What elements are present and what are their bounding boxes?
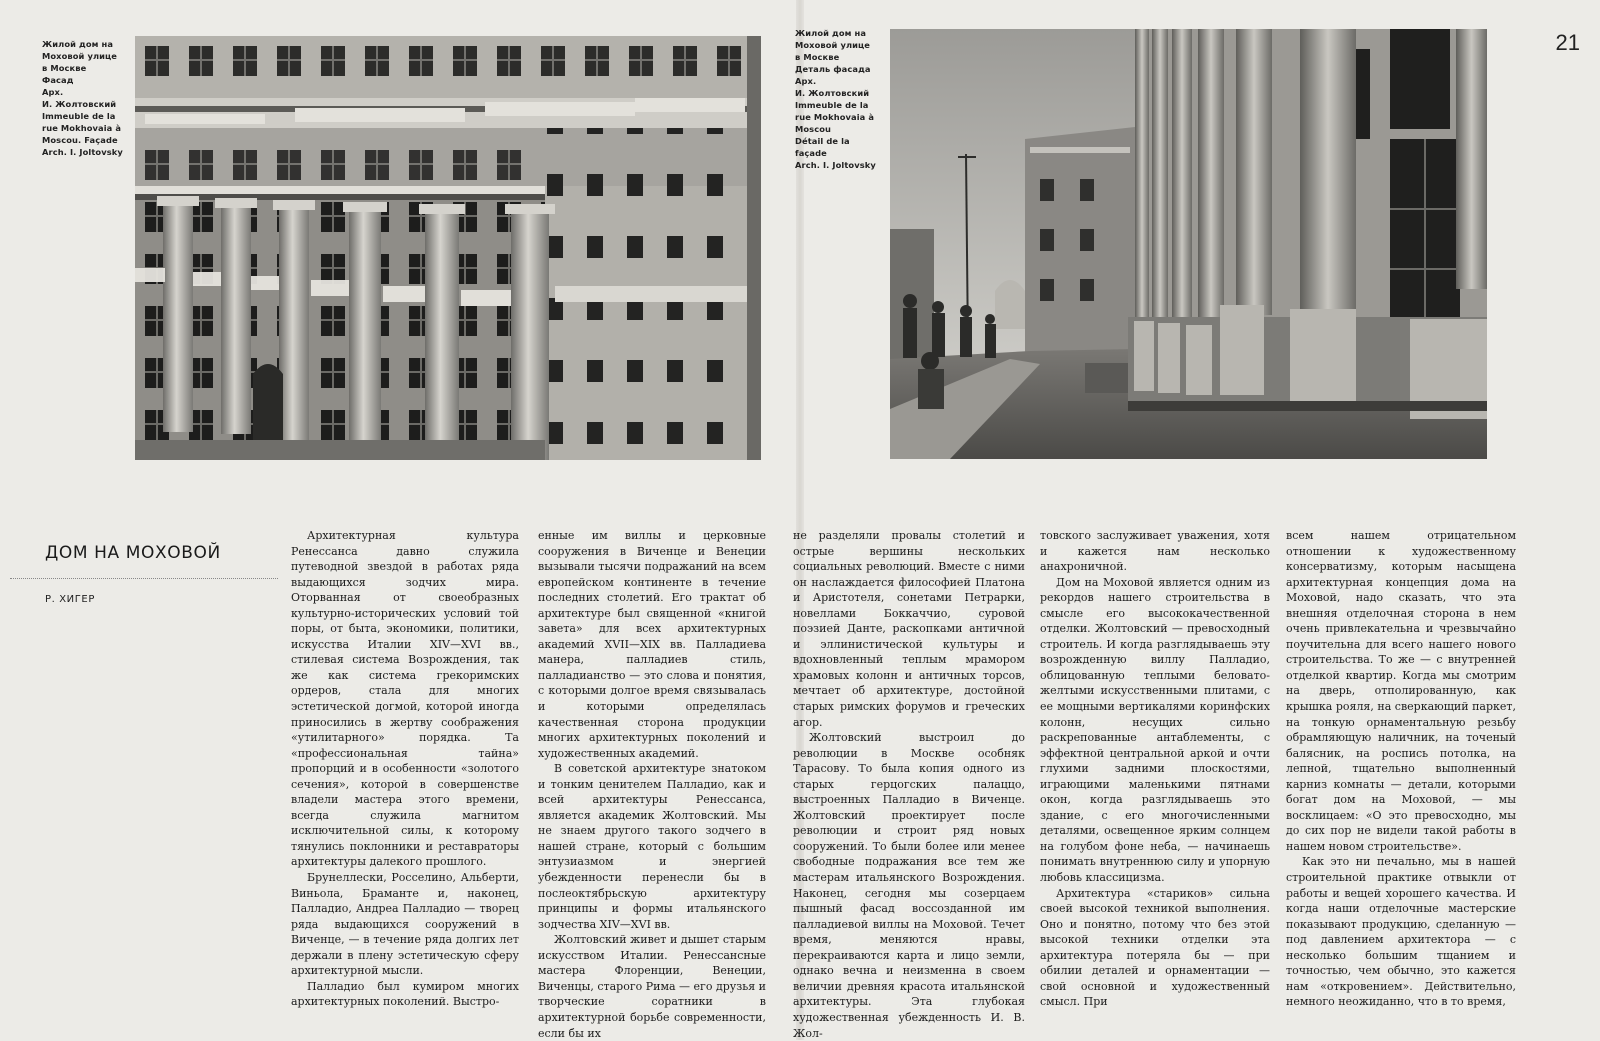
paragraph: товского заслуживает уважения, хотя и кажется нам несколько анахроничной.: [1040, 529, 1270, 574]
paragraph: Палладио был кумиром многих архитектурных поколений. Выстро-: [291, 979, 519, 1009]
title-divider: [10, 578, 278, 579]
text-column-3: [793, 528, 1025, 1041]
building-facade-photo-icon: [135, 36, 761, 460]
paragraph: Дом на Моховой является одним из рекордов нашего строительства в смысле его высококачественной отделки. Жолтовский — превосходный строитель. И когда разглядываешь эту возрожденную виллу Палладио, облицованную теплыми беловато-желтыми искусственными плитами, с ее мощными вертикалями коринфских колонн, несущих сильно раскрепованные антаблементы, с эффектной центральной аркой и очти глухими задними плоскостями, играющими маленькими пятнами окон, когда разглядываешь это здание, с его многочисленными деталями, освещенное ярким солнцем на голубом фоне неба, — начинаешь понимать внутреннюю силу и упорную любовь классицизма.: [1040, 575, 1270, 885]
paragraph: В советской архитектуре знатоком и тонким ценителем Палладио, как и всей архитектуры Ренессанса, является академик Жолтовский. Мы не знаем другого такого зодчего в нашей стране, который с большим энтузиазмом и энергией убежденности перенесли бы в послеоктябрьскую архитектуру принципы и формы итальянского зодчества XIV—XVI вв.: [538, 762, 766, 931]
paragraph: Брунеллески, Росселино, Альберти, Виньола, Браманте и, наконец, Палладио, Андреа Палладио — творец ряда выдающихся сооружений в Виченце, — в течение ряда долгих лет держали в плену эстетическую сферу архитектурной мысли.: [291, 871, 519, 978]
paragraph: не разделяли провалы столетий и острые вершины нескольких социальных революций. Вместе с ними он наслаждается философией Платона и Аристотеля, сонетами Петрарки, новеллами Боккаччио, суровой поэзией Данте, раскопками античной и эллинистической культуры и вдохновленный теплым мрамором храмовых колонн и античных торсов, мечтает об архитектуре, достойной старых римских форумов и греческих агор.: [793, 529, 1025, 729]
right-photo-caption: Жилой дом на Моховой улице в Москве Деталь фасада Арх. И. Жолтовский Immeuble de la rue Mokhovaia à Moscou Détail de la façade Arch. I. Joltovsky: [795, 28, 876, 170]
paragraph: Жолтовский выстроил до революции в Москве особняк Тарасову. То была копия одного из старых герцогских палаццо, выстроенных Палладио в Виченце. Жолтовский проектирует после революции и строит ряд новых сооружений. То были более или менее свободные подражания все тем же мастерам итальянского Возрождения. Наконец, сегодня мы созерцаем пышный фасад воссозданной им палладиевой виллы на Моховой. Течет время, меняются нравы, перекраиваются карта и лицо земли, однако вечна и неизменна в своем величии древняя красота итальянской архитектуры. Эта глубокая художественная убежденность И. В. Жол-: [793, 731, 1025, 1040]
text-column-1: [291, 528, 519, 1010]
paragraph: Архитектура «стариков» сильна своей высокой техникой выполнения. Оно и понятно, потому что без этой высокой техники отделки эта архитектура потеряла бы — при обилии деталей и орнаментации — свой основной и художественный смысл. При: [1040, 886, 1270, 1009]
article-title: ДОМ НА МОХОВОЙ: [45, 543, 221, 563]
text-column-5: [1286, 528, 1516, 1010]
left-page: [0, 0, 800, 1040]
text-column-2: [538, 528, 766, 1041]
text-column-4: [1040, 528, 1270, 1010]
left-photo-caption: Жилой дом на Моховой улице в Москве Фасад Арх. И. Жолтовский Immeuble de la rue Mokhovaia à Moscou. Façade Arch. I. Joltovsky: [42, 39, 123, 157]
page-number: 21: [1555, 30, 1580, 55]
paragraph: Архитектурная культура Ренессанса давно служила путеводной звездой в работах ряда выдающихся зодчих мира. Оторванная от своеобразных культурно-исторических условий той поры, от быта, экономики, политики, искусства Италии XIV—XVI вв., стилевая система Возрождения, так же как система грекоримских ордеров, стала для многих эстетической догмой, которой иногда приносились в жертву соображения «утилитарного» порядка. Та «профессиональная тайна» пропорций и в особенности «золотого сечения», которой в совершенстве владели мастера этого времени, всегда служила магнитом исключительной силы, к которому тянулись поклонники и реставраторы архитектуры далекого прошлого.: [291, 529, 519, 869]
paragraph: Как это ни печально, мы в нашей строительной практике отвыкли от работы и вещей хорошего качества. И когда наши отделочные мастерские показывают продукцию, сделанную — под давлением архитектора — с несколько большим тщанием и точностью, чем обычно, это кажется нам «откровением». Действительно, немного неожиданно, что в то время,: [1286, 855, 1516, 1009]
paragraph: енные им виллы и церковные сооружения в Виченце и Венеции вызывали тысячи подражаний на всем европейском континенте в течение последних столетий. Его трактат об архитектуре был священной «книгой завета» для всех архитектурных академий XVII—XIX вв. Палладиева манера, палладиев стиль, палладианство — это слова и понятия, с которыми долгое время связывалась и которыми определялась качественная сторона продукции многих архитектурных поколений и художественных академий.: [538, 529, 766, 760]
colonnade-detail-photo-icon: [890, 29, 1487, 459]
article-author: Р. ХИГЕР: [45, 594, 95, 605]
paragraph: Жолтовский живет и дышет старым искусством Италии. Ренессансные мастера Флоренции, Венеции, Виченцы, старого Рима — его друзья и творческие соратники в архитектурной борьбе современности, если бы их: [538, 933, 766, 1040]
right-page: [793, 0, 1600, 1040]
paragraph: всем нашем отрицательном отношении к художественному консерватизму, которым насыщена архитектурная концепция дома на Моховой, надо сказать, что эта внешняя отделочная сторона в нем очень привлекательна и чрезвычайно поучительна для всего нашего нового строительства. То же — с внутренней отделкой квартир. Когда мы смотрим на дверь, отполированную, как крышка рояля, на сверкающий паркет, на тонкую орнаментальную резьбу обрамляющую наличник, на точеный балясник, на роспись потолка, на лепной, тщательно выполненный карниз комнаты — детали, которыми богат дом на Моховой, — мы восклицаем: «О это превосходно, мы до сих пор не видели такой работы в нашем новом строительстве».: [1286, 529, 1516, 853]
